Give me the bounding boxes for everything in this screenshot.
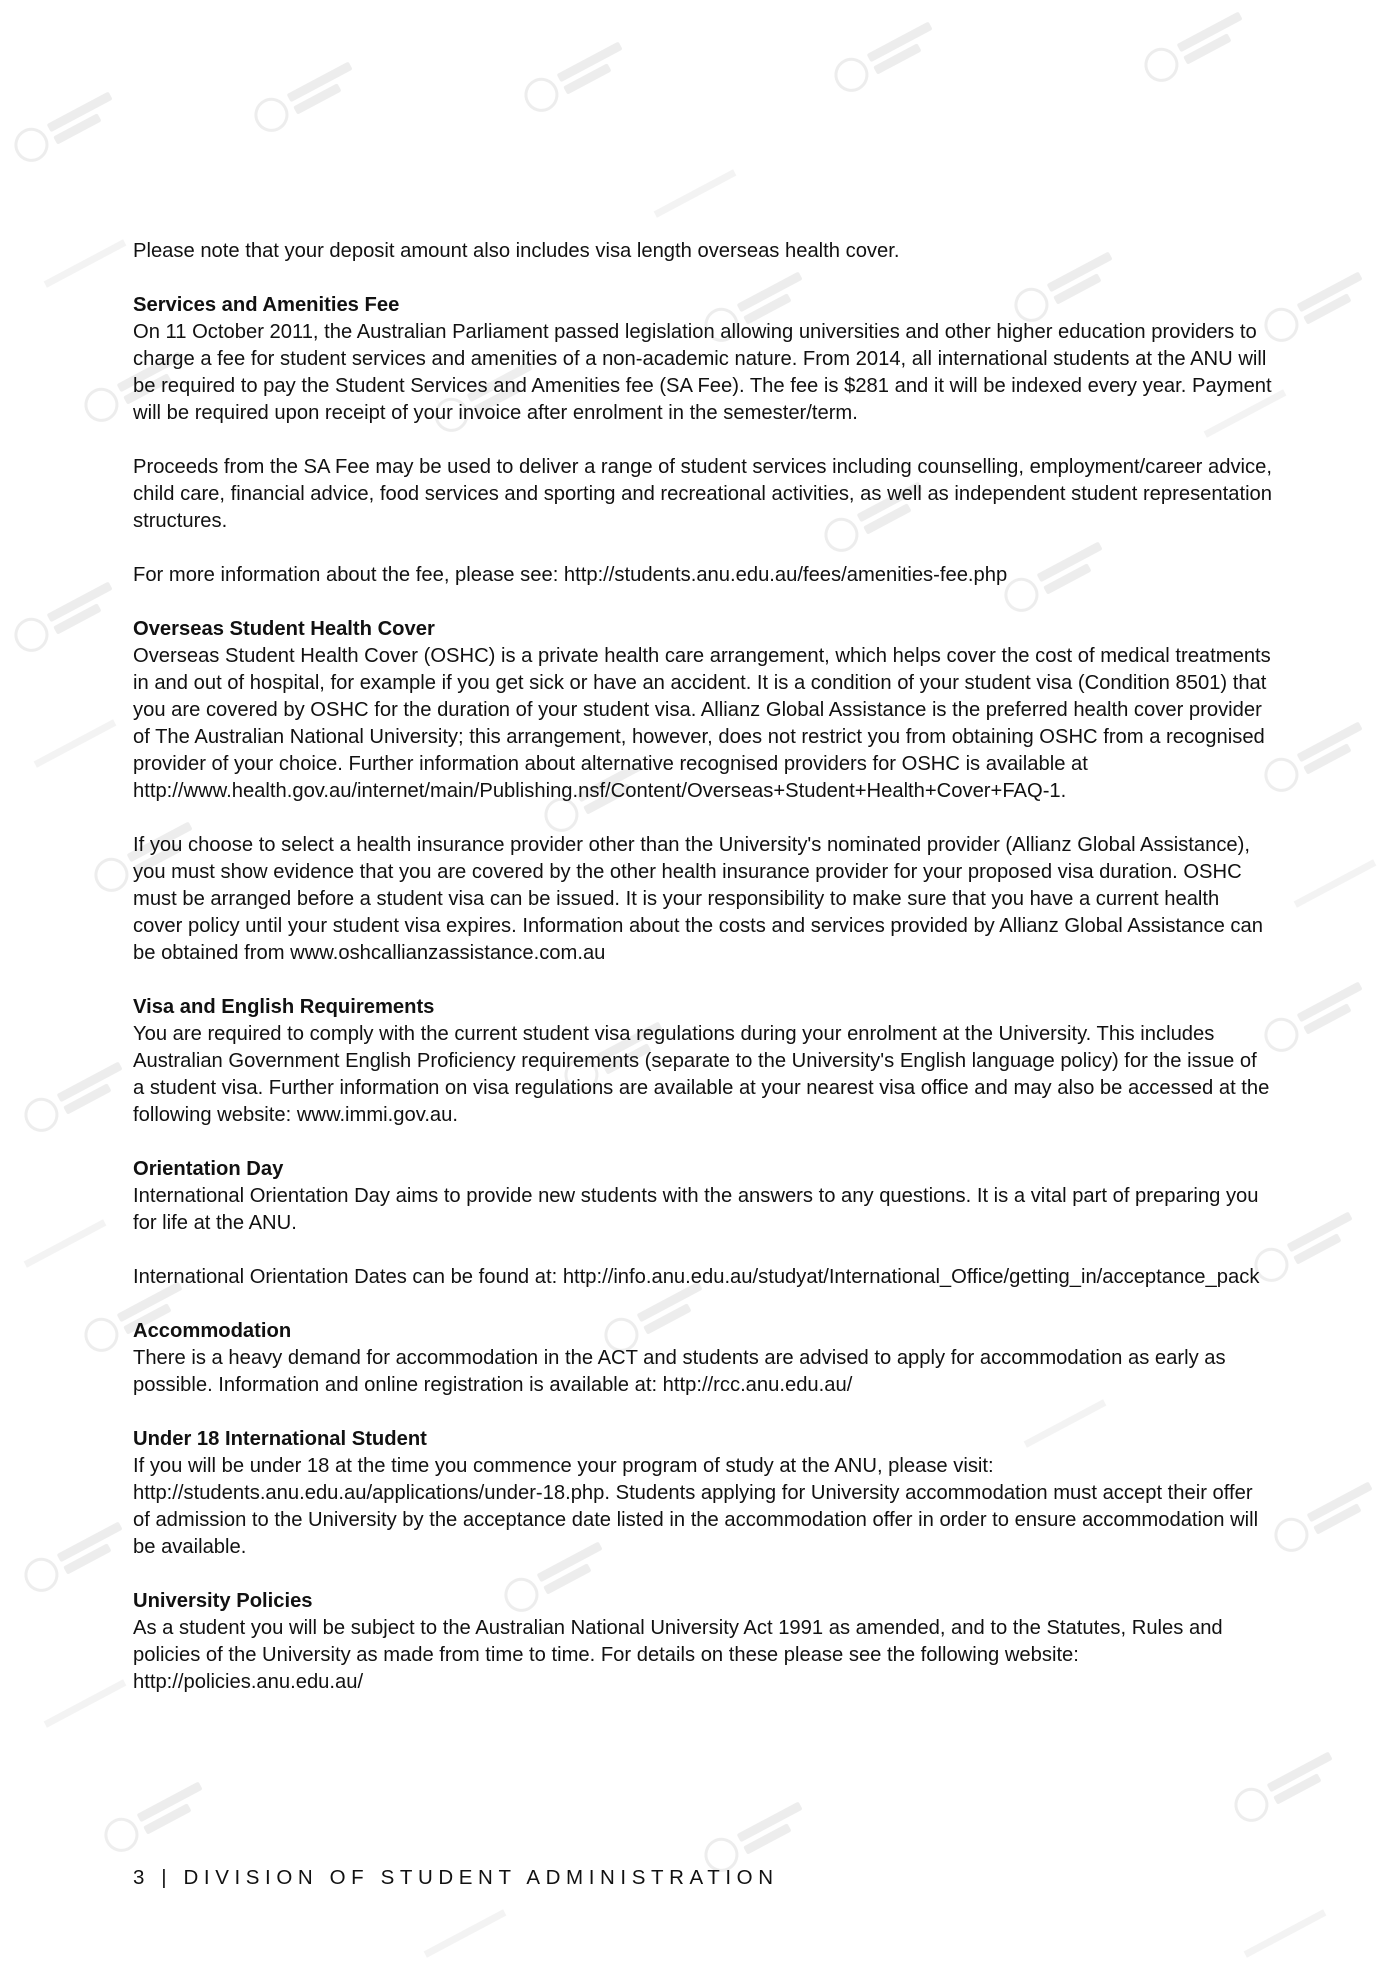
section-paragraph: You are required to comply with the current student visa regulations during your enrolment at the University. This includes Australian Government English Proficiency requirements (separate to the University's English language policy) for the issue of a student visa. Further information on visa regulations are available at your nearest visa office and may also be accessed at the following website: www.immi.gov.au. bbox=[133, 1023, 1270, 1126]
section-heading: Overseas Student Health Cover bbox=[133, 618, 435, 640]
watermark-logo bbox=[98, 1776, 211, 1858]
document-body bbox=[133, 238, 1273, 1723]
page-footer: 3 | DIVISION OF STUDENT ADMINISTRATION bbox=[133, 1866, 779, 1889]
section-heading: Visa and English Requirements bbox=[133, 996, 435, 1018]
watermark-logo bbox=[1228, 1746, 1341, 1828]
section-heading: Orientation Day bbox=[133, 1158, 284, 1180]
section-visa-english-requirements bbox=[133, 994, 1273, 1129]
watermark-logo bbox=[1258, 976, 1371, 1058]
watermark-logo bbox=[828, 16, 941, 98]
section-heading: University Policies bbox=[133, 1590, 313, 1612]
section-overseas-student-health-cover bbox=[133, 616, 1273, 967]
section-heading: Under 18 International Student bbox=[133, 1428, 427, 1450]
section-paragraph: If you choose to select a health insurance provider other than the University's nominated provider (Allianz Global Assistance), you must show evidence that you are covered by the other health insurance provider for your proposed visa duration. OSHC must be arranged before a student visa can be issued. It is your responsibility to make sure that you have a current health cover policy until your student visa expires. Information about the costs and services provided by Allianz Global Assistance can be obtained from www.oshcallianzassistance.com.au bbox=[133, 834, 1263, 964]
section-paragraph: On 11 October 2011, the Australian Parliament passed legislation allowing universities and other higher education providers to charge a fee for student services and amenities of a non-academic nature. From 2014, all international students at the ANU will be required to pay the Student Services and Amenities fee (SA Fee). The fee is $281 and it will be indexed every year. Payment will be required upon receipt of your invoice after enrolment in the semester/term. bbox=[133, 321, 1272, 424]
section-heading: Services and Amenities Fee bbox=[133, 294, 400, 316]
section-paragraph: International Orientation Day aims to provide new students with the answers to any questions. It is a vital part of preparing you for life at the ANU. bbox=[133, 1185, 1259, 1234]
intro-paragraph: Please note that your deposit amount also includes visa length overseas health cover. bbox=[133, 240, 900, 262]
watermark-logo bbox=[1258, 716, 1371, 798]
section-under-18-international-student bbox=[133, 1426, 1273, 1561]
section-university-policies bbox=[133, 1588, 1273, 1696]
section-paragraph: Overseas Student Health Cover (OSHC) is a private health care arrangement, which helps cover the cost of medical treatments in and out of hospital, for example if you get sick or have an accident. It is a condition of your student visa (Condition 8501) that you are covered by OSHC for the duration of your student visa. Allianz Global Assistance is the preferred health cover provider of The Australian National University; this arrangement, however, does not restrict you from obtaining OSHC from a recognised provider of your choice. Further information about alternative recognised providers for OSHC is available at http://www.health.gov.au/internet/main/Publishing.nsf/Content/Overseas+Student+Health+Cover+FAQ-1. bbox=[133, 645, 1271, 802]
watermark-logo bbox=[18, 1516, 131, 1598]
watermark-logo bbox=[8, 86, 121, 168]
watermark-logo bbox=[1138, 6, 1251, 88]
watermark-logo bbox=[518, 36, 631, 118]
section-paragraph: As a student you will be subject to the Australian National University Act 1991 as amended, and to the Statutes, Rules and policies of the University as made from time to time. For details on these please see the following website: http://policies.anu.edu.au/ bbox=[133, 1617, 1223, 1693]
watermark-logo bbox=[8, 576, 121, 658]
section-paragraph: International Orientation Dates can be found at: http://info.anu.edu.au/studyat/International_Office/getting_in/acceptance_pack bbox=[133, 1266, 1260, 1288]
watermark-logo bbox=[1268, 1476, 1381, 1558]
watermark-logo bbox=[18, 1056, 131, 1138]
section-paragraph: For more information about the fee, please see: http://students.anu.edu.au/fees/amenities-fee.php bbox=[133, 564, 1008, 586]
watermark-logo bbox=[248, 56, 361, 138]
section-services-amenities-fee bbox=[133, 292, 1273, 589]
section-orientation-day bbox=[133, 1156, 1273, 1291]
watermark-logo bbox=[1258, 266, 1371, 348]
section-paragraph: If you will be under 18 at the time you commence your program of study at the ANU, please visit: http://students.anu.edu.au/applications/under-18.php. Students applying for University accommodation must accept their offer of admission to the University by the acceptance date listed in the accommodation offer in order to ensure accommodation will be available. bbox=[133, 1455, 1259, 1558]
section-heading: Accommodation bbox=[133, 1320, 292, 1342]
section-paragraph: Proceeds from the SA Fee may be used to deliver a range of student services including counselling, employment/career advice, child care, financial advice, food services and sporting and recreational activities, as well as independent student representation structures. bbox=[133, 456, 1273, 532]
section-paragraph: There is a heavy demand for accommodation in the ACT and students are advised to apply for accommodation as early as possible. Information and online registration is available at: http://rcc.anu.edu.au/ bbox=[133, 1347, 1226, 1396]
section-accommodation bbox=[133, 1318, 1273, 1399]
